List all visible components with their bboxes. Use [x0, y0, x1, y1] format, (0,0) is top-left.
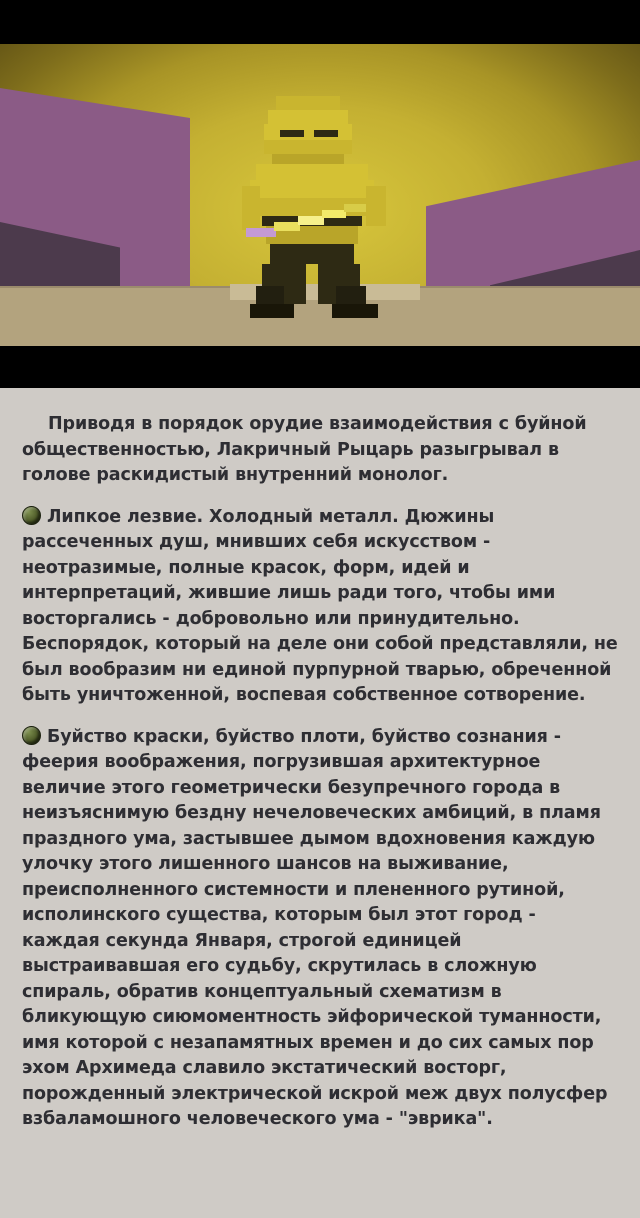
game-scene-viewport: [0, 0, 640, 388]
licorice-knight-character: [240, 90, 400, 342]
speaker-orb-icon: [22, 726, 41, 745]
dialogue-line-text: Липкое лезвие. Холодный металл. Дюжины рассеченных душ, мнивших себя искусством - неотразимые, полные красок, форм, идей и интерпретаций, жившие лишь ради того, чтобы ими восторгались - добровольно или принудительно. Беспорядок, который на деле они собой представляли, не был вообразим ни единой пурпурной тварью, обреченной быть уничтоженной, воспевая собственное сотворение.: [22, 506, 618, 705]
narration-text: Приводя в порядок орудие взаимодействия с буйной общественностью, Лакричный Рыцарь разыгрывал в голове раскидистый внутренний монолог.: [22, 414, 587, 485]
letterbox-top: [0, 0, 640, 44]
letterbox-bottom: [0, 346, 640, 388]
dialogue-line: [22, 725, 618, 1133]
speaker-orb-icon: [22, 506, 41, 525]
game-scene: [0, 44, 640, 346]
dialogue-panel: [0, 388, 640, 1218]
dialogue-line: [22, 505, 618, 709]
dialogue-line-text: Буйство краски, буйство плоти, буйство сознания - феерия воображения, погрузившая архитектурное величие этого геометрически безупречного города в неизъяснимую бездну нечеловеческих амбиций, в пламя праздного ума, застывшее дымом вдохновения каждую улочку этого лишенного шансов на выживание, преисполненного системности и плененного рутиной, исполинского существа, которым был этот город - каждая секунда Января, строгой единицей выстраивавшая его судьбу, скрутилась в сложную спираль, обратив концептуальный схематизм в бликующую сиюмоментность эйфорической туманности, имя которой с незапамятных времен и до сих самых пор эхом Архимеда славило экстатический восторг, порожденный электрической искрой меж двух полусфер взбаламошного человеческого ума - "эврика".: [22, 726, 608, 1129]
